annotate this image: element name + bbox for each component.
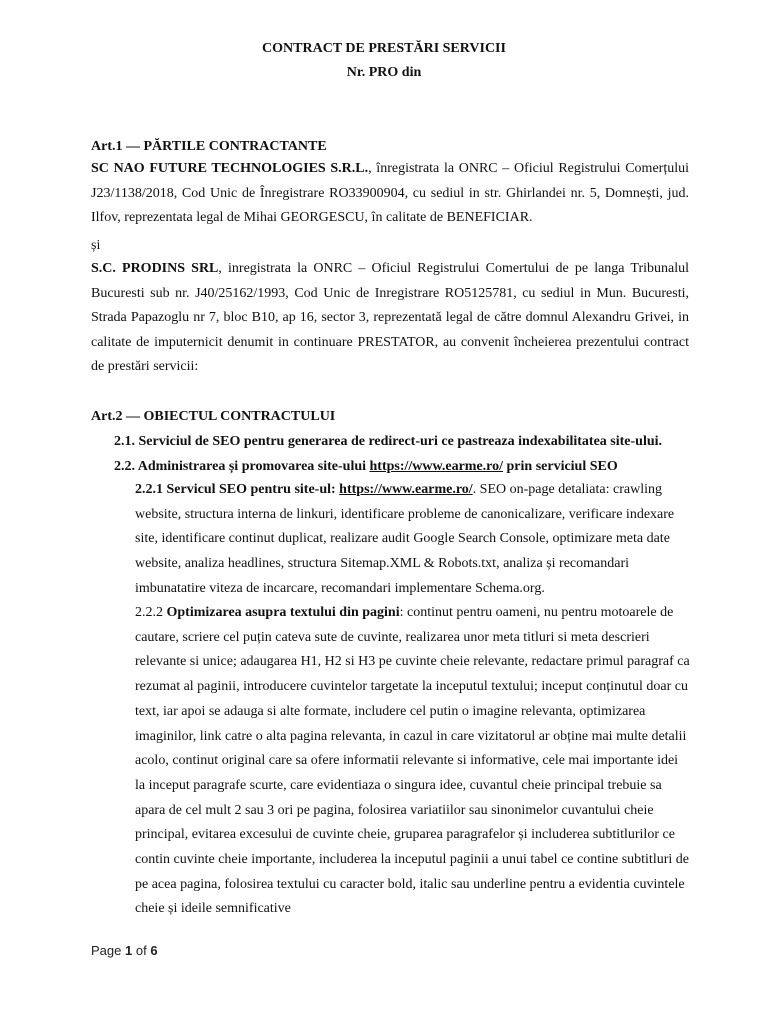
page-current: 1 [125, 943, 133, 958]
item-2-1-text: Serviciul de SEO pentru generarea de redirect-uri ce pastreaza indexabilitatea site-ului. [138, 434, 663, 449]
item-2-2-1-label: 2.2.1 Servicul SEO pentru site-ul: [135, 482, 340, 497]
party1-paragraph [91, 157, 689, 231]
page-footer [91, 943, 158, 958]
contract-number: Nr. PRO din [346, 65, 422, 80]
item-2-1-number: 2.1. [114, 434, 135, 449]
item-2-2-2 [135, 601, 691, 922]
item-2-2-number: 2.2. [114, 459, 135, 474]
document-title: CONTRACT DE PRESTĂRI SERVICII [262, 41, 506, 56]
party1-name: SC NAO FUTURE TECHNOLOGIES S.R.L. [91, 161, 369, 176]
party2-name: S.C. PRODINS SRL [91, 261, 219, 276]
item-2-2-2-number: 2.2.2 [135, 605, 167, 620]
item-2-2-1 [135, 478, 691, 602]
item-2-2-suffix: prin serviciul SEO [503, 459, 618, 474]
page-word: Page [91, 943, 122, 958]
item-2-2 [114, 458, 618, 476]
item-2-2-2-text: : continut pentru oameni, nu pentru motoarele de cautare, scriere cel puțin cateva sute de cuvinte, realizarea unor meta titluri si meta descrieri relevante si unice; adaugarea H1, H2 si H3 pe cuvinte cheie relevante, redactare primul paragraf ca rezumat al paginii, introducere cuvintelor targetate la inceputul textului; inceput conținutul doar cu text, iar apoi se adauga si alte formate, includere cel putin o imagine relevanta, optimizarea imaginilor, link catre o alta pagina relevanta, in cazul in care vizitatorul ar obține mai multe detalii acolo, continut original care sa ofere informatii relevante si informative, cele mai importante idei la inceput paragrafe scurte, care evidentiaza o singura idee, cuvantul cheie principal trebuie sa apara de cel mult 2 sau 3 ori pe pagina, folosirea variatiilor sau sinonimelor cuvantului cheie principal, evitarea excesului de cuvinte cheie, gruparea paragrafelor și includerea subtitlurilor ce contin cuvinte cheie importante, includerea la inceputul paginii a unui tabel ce contine subtitluri de pe acea pagina, folosirea textului cu caracter bold, italic sau underline pentru a evidentia cuvintele cheie și ideile semnificative [135, 605, 690, 917]
earme-link[interactable]: https://www.earme.ro/ [369, 459, 504, 474]
item-2-2-1-text: . SEO on-page detaliata: crawling website, structura interna de linkuri, identificare probleme de canonicalizare, verificare indexare site, identificare continut duplicat, realizare audit Google Search Console, optimizare meta date website, analiza headlines, structura Sitemap.XML & Robots.txt, analiza și recomandari imbunatatire viteza de incarcare, recomandari implementare Schema.org. [135, 482, 675, 596]
item-2-1 [114, 433, 662, 451]
of-word: of [135, 943, 147, 958]
item-2-2-2-label: Optimizarea asupra textului din pagini [166, 605, 400, 620]
party2-paragraph [91, 257, 689, 380]
item-2-2-text: Administrarea și promovarea site-ului [137, 459, 370, 474]
art1-heading: Art.1 — PĂRTILE CONTRACTANTE [91, 139, 327, 154]
earme-link-2[interactable]: https://www.earme.ro/ [339, 482, 473, 497]
conjunction: și [91, 238, 101, 253]
art2-heading: Art.2 — OBIECTUL CONTRACTULUI [91, 409, 336, 424]
party1-details: , înregistrata la ONRC – Oficiul Registrului Comerțului J23/1138/2018, Cod Unic de Înregistrare RO33900904, cu sediul in str. Ghirlandei nr. 5, Domnești, jud. Ilfov, reprezentata legal de Mihai GEORGESCU, în calitate de BENEFICIAR. [91, 161, 689, 225]
page-total: 6 [150, 943, 158, 958]
party2-details: , inregistrata la ONRC – Oficiul Registrului Comertului de pe langa Tribunalul Bucuresti sub nr. J40/25162/1993, Cod Unic de Inregistrare RO5125781, cu sediul in Mun. Bucuresti, Strada Papazoglu nr 7, bloc B10, ap 16, sector 3, reprezentată legal de către domnul Alexandru Grivei, in calitate de imputernicit denumit in continuare PRESTATOR, au convenit încheierea prezentului contract de prestări servicii: [91, 261, 689, 374]
